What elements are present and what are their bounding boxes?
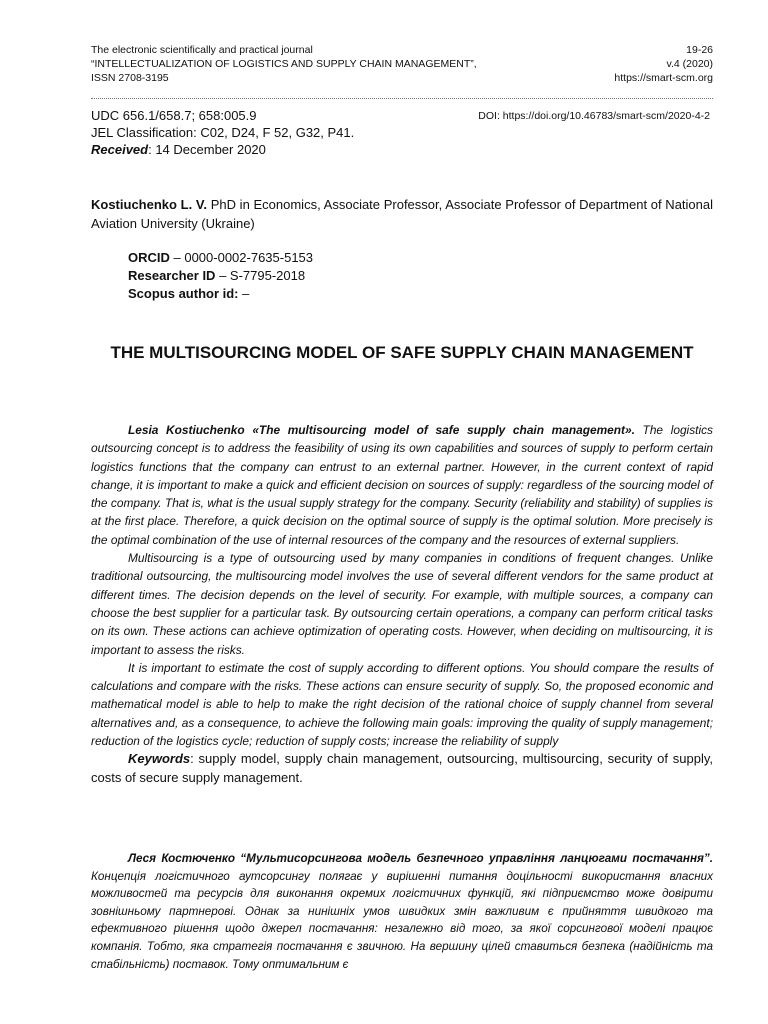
- journal-name: The electronic scientifically and practical journal: [91, 44, 313, 56]
- keywords-label: Keywords: [128, 751, 191, 767]
- jel-classification: JEL Classification: C02, D24, F 52, G32, P41.: [91, 125, 355, 140]
- author-block: [91, 195, 713, 233]
- ukrainian-lead: Леся Костюченко “Мультисорсингова модель безпечного управління ланцюгами постачання”.: [128, 852, 713, 865]
- researcher-value: – S-7795-2018: [215, 268, 306, 283]
- scopus-value: –: [238, 286, 250, 301]
- received-date: [91, 141, 354, 158]
- researcher-label: Researcher ID: [128, 268, 216, 283]
- scopus-id: [128, 285, 313, 303]
- abstract-paragraph: [91, 421, 713, 549]
- article-meta: [91, 107, 354, 158]
- scopus-label: Scopus author id:: [128, 286, 239, 301]
- ukrainian-text: Концепція логістичного аутсорсингу полягає у вирішенні питання доцільності використання власних можливостей та ресурсів для виконання окремих логістичних функцій, які підприємство може довірити зовнішньому партнерові. Однак за нинішніх умов швидких змін важливим є прийняття швидкого та ефективного рішення щодо джерел постачання: незалежно від того, за якої сорсингової моделі працює компанія. Тобто, яка стратегія постачання є звичною. На вершину цілей ставиться безпека (надійність та стабільність) поставок. Тому оптимальним є: [91, 869, 713, 971]
- abstract-lead: Lesia Kostiuchenko «The multisourcing model of safe supply chain management».: [128, 423, 635, 437]
- journal-url[interactable]: https://smart-scm.org: [614, 72, 713, 84]
- abstract-paragraph: Multisourcing is a type of outsourcing used by many companies in conditions of frequent changes. Unlike traditional outsourcing, the multisourcing model involves the use of several different vendors for the same product at different times. The decision depends on the level of security. For example, with multiple sources, a company can choose the best supplier for a particular task. By outsourcing certain operations, a company can perform critical tasks on its own. These actions can achieve optimization of operating costs. However, when deciding on multisourcing, it is important to assess the risks.: [91, 551, 713, 657]
- header-divider: [91, 98, 713, 99]
- author-identifiers: [128, 249, 313, 303]
- author-affiliation: PhD in Economics, Associate Professor, Associate Professor of Department of National Aviation University (Ukraine): [91, 197, 713, 231]
- doi-link[interactable]: DOI: https://doi.org/10.46783/smart-scm/2020-4-2: [478, 110, 710, 122]
- orcid-value: – 0000-0002-7635-5153: [169, 250, 314, 265]
- journal-issn: ISSN 2708-3195: [91, 72, 169, 84]
- volume: v.4 (2020): [666, 58, 713, 70]
- received-value: : 14 December 2020: [148, 142, 266, 157]
- researcher-id: [128, 267, 313, 285]
- ukrainian-abstract: [91, 850, 713, 973]
- keywords: [91, 750, 713, 787]
- journal-header: [91, 43, 477, 85]
- orcid: [128, 249, 313, 267]
- abstract-text: The logistics outsourcing concept is to address the feasibility of using its own capabilities and sources of supply to perform certain logistics functions that the company can entrust to an external partner. However, in the current context of rapid change, it is important to make a quick and efficient decision on sources of supply: regardless of the sourcing model of the company. That is, what is the usual supply strategy for the company. Security (reliability and stability) of supplies is at the first place. Therefore, a quick decision on the optimal source of supply is the optimal solution. More precisely is the optimal combination of the use of internal resources of the company and the resources of external suppliers.: [91, 423, 713, 547]
- abstract: [91, 421, 713, 787]
- paper-title: THE MULTISOURCING MODEL OF SAFE SUPPLY CHAIN MANAGEMENT: [110, 343, 694, 362]
- author-name: Kostiuchenko L. V.: [91, 197, 207, 212]
- ukrainian-paragraph: [91, 850, 713, 973]
- keywords-text: : supply model, supply chain management, outsourcing, multisourcing, security of supply, costs of secure supply management.: [91, 751, 713, 785]
- received-label: Received: [91, 142, 149, 157]
- page-range: 19-26: [686, 44, 713, 56]
- udc: UDC 656.1/658.7; 658:005.9: [91, 108, 257, 123]
- orcid-label: ORCID: [128, 250, 170, 265]
- issue-info: [614, 43, 713, 85]
- journal-title: “INTELLECTUALIZATION OF LOGISTICS AND SUPPLY CHAIN MANAGEMENT”,: [91, 58, 477, 70]
- abstract-paragraph: It is important to estimate the cost of supply according to different options. You should compare the results of calculations and compare with the risks. These actions can ensure security of supply. So, the proposed economic and mathematical model is able to help to make the right decision of the rational choice of supply channel from several alternatives and, as a consequence, to achieve the following main goals: improving the quality of supply management; reduction of the logistics cycle; reduction of supply costs; increase the reliability of supply: [91, 660, 713, 749]
